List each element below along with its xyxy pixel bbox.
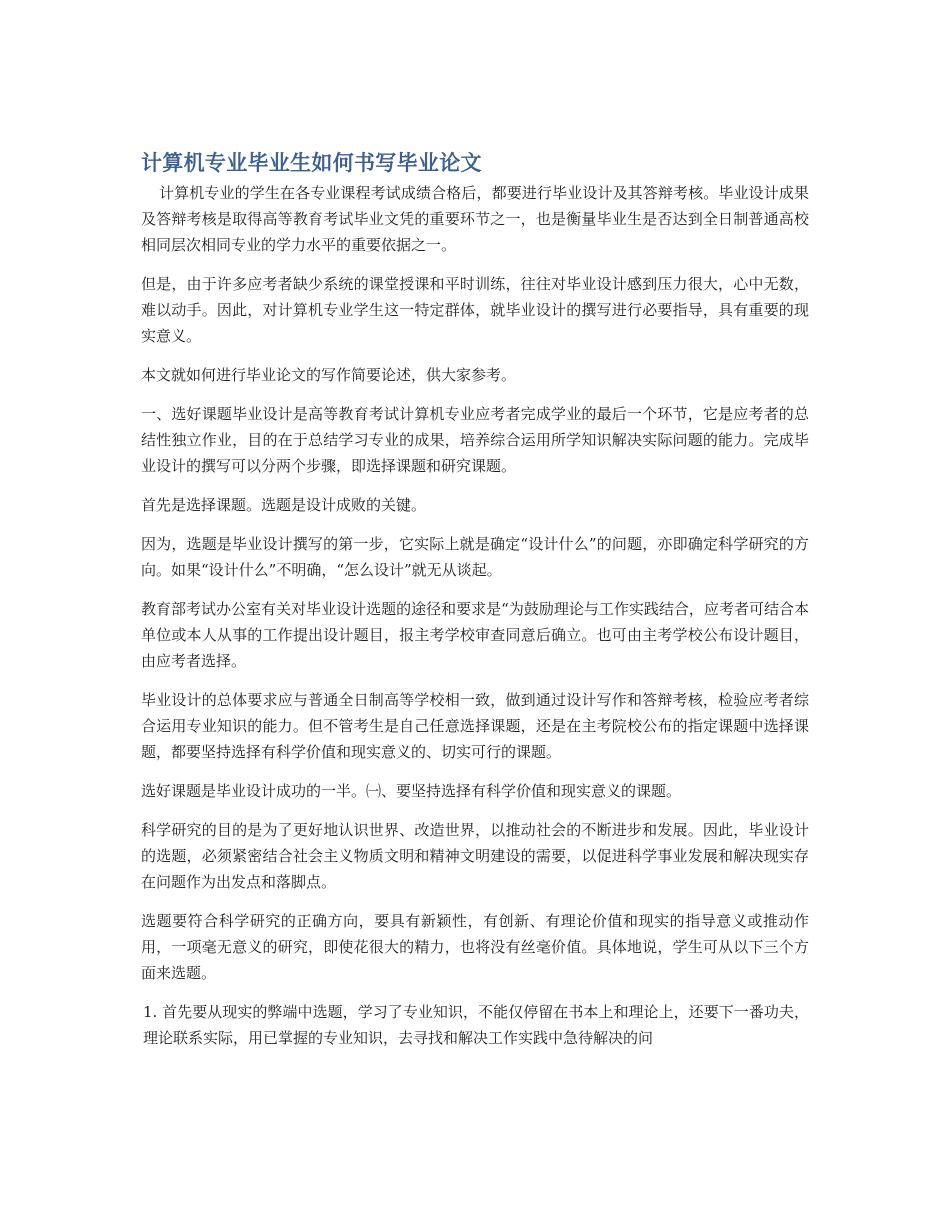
paragraph: 但是，由于许多应考者缺少系统的课堂授课和平时训练，往往对毕业设计感到压力很大，心中无数，难以动手。因此，对计算机专业学生这一特定群体，就毕业设计的撰写进行必要指导，具有重要的现实意义。 (141, 275, 809, 345)
paragraph: 选好课题是毕业设计成功的一半。㈠、要坚持选择有科学价值和现实意义的课题。 (141, 782, 682, 800)
document-body (141, 148, 809, 1064)
paragraph: 首先是选择课题。选题是设计成败的关键。 (141, 496, 427, 514)
paragraph: 教育部考试办公室有关对毕业设计选题的途径和要求是“为鼓励理论与工作实践结合，应考者可结合本单位或本人从事的工作提出设计题目，报主考学校审查同意后确立。也可由主考学校公布设计题目，由应考者选择。 (141, 600, 809, 670)
list-item-1: 1. 首先要从现实的弊端中选题，学习了专业知识，不能仅停留在书本上和理论上，还要下一番功夫，理论联系实际，用已掌握的专业知识，去寻找和解决工作实践中急待解决的问 (143, 1003, 809, 1047)
paragraph: 毕业设计的总体要求应与普通全日制高等学校相一致，做到通过设计写作和答辩考核，检验应考者综合运用专业知识的能力。但不管考生是自己任意选择课题，还是在主考院校公布的指定课题中选择课题，都要坚持选择有科学价值和现实意义的、切实可行的课题。 (141, 691, 809, 761)
document-title: 计算机专业毕业生如何书写毕业论文 (141, 151, 482, 175)
paragraph: 科学研究的目的是为了更好地认识世界、改造世界，以推动社会的不断进步和发展。因此，毕业设计的选题，必须紧密结合社会主义物质文明和精神文明建设的需要，以促进科学事业发展和解决现实存在问题作为出发点和落脚点。 (141, 821, 809, 891)
paragraph-section-one: 一、选好课题毕业设计是高等教育考试计算机专业应考者完成学业的最后一个环节，它是应考者的总结性独立作业，目的在于总结学习专业的成果，培养综合运用所学知识解决实际问题的能力。完成毕业设计的撰写可以分两个步骤，即选择课题和研究课题。 (141, 405, 809, 475)
paragraph: 选题要符合科学研究的正确方向，要具有新颖性，有创新、有理论价值和现实的指导意义或推动作用，一项毫无意义的研究，即使花很大的精力，也将没有丝毫价值。具体地说，学生可从以下三个方面来选题。 (141, 912, 809, 982)
paragraph-intro: 计算机专业的学生在各专业课程考试成绩合格后，都要进行毕业设计及其答辩考核。毕业设计成果及答辩考核是取得高等教育考试毕业文凭的重要环节之一，也是衡量毕业生是否达到全日制普通高校相同层次相同专业的学力水平的重要依据之一。 (141, 184, 809, 254)
paragraph: 因为，选题是毕业设计撰写的第一步，它实际上就是确定“设计什么”的问题，亦即确定科学研究的方向。如果“设计什么”不明确，“怎么设计”就无从谈起。 (141, 535, 809, 579)
paragraph: 本文就如何进行毕业论文的写作简要论述，供大家参考。 (141, 366, 517, 384)
